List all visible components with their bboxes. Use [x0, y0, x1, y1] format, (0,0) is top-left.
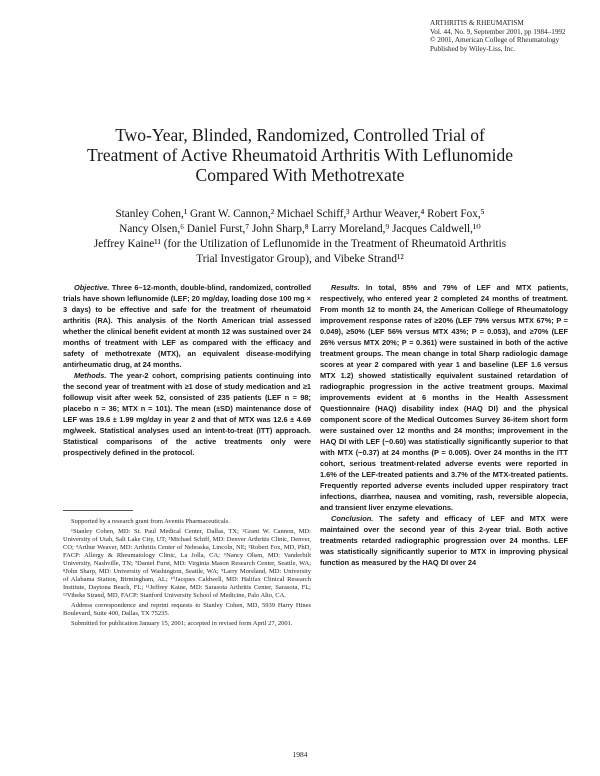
page-number: 1984 [292, 750, 308, 759]
author-line: Jeffrey Kaine¹¹ (for the Utilization of Leflunomide in the Treatment of Rheumatoid Arthritis [93, 238, 507, 250]
author-line: Trial Investigator Group), and Vibeke Strand¹² [196, 253, 404, 265]
journal-copyright: © 2001, American College of Rheumatology [430, 36, 560, 45]
abstract-right-column [320, 282, 568, 568]
footnote-affiliations: ¹Stanley Cohen, MD: St. Paul Medical Center, Dallas, TX; ²Grant W. Cannon, MD: University of Utah, Salt Lake City, UT; ³Michael Schiff, MD: Denver Arthritis Clinic, Denver, CO; ⁴Arthur Weaver, MD: Arthritis Center of Nebraska, Lincoln, NE; ⁵Robert Fox, MD, PhD, FACP: Allergy & Rheumatology Clinic, La Jolla, CA; ⁶Nancy Olsen, MD: Vanderbilt University, Nashville, TN; ⁷Daniel Furst, MD: Virginia Mason Research Center, Seattle, WA; ⁸John Sharp, MD: University of Washington, Seattle, WA; ⁹Larry Moreland, MD: University of Alabama Station, Birmingham, AL; ¹⁰Jacques Caldwell, MD: Halifax Clinical Research Institute, Daytona Beach, FL; ¹¹Jeffrey Kaine, MD: Sarasota Arthritis Center, Sarasota, FL; ¹²Vibeke Strand, MD, FACP: Stanford University School of Medicine, Palo Alto, CA. [63, 528, 311, 599]
conclusion-label: Conclusion. [331, 514, 374, 523]
footnote-correspondence: Address correspondence and reprint requests to Stanley Cohen, MD, 5939 Harry Hines Boulevard, Suite 400, Dallas, TX 75235. [63, 602, 311, 617]
title-line: Compared With Methotrexate [195, 165, 405, 185]
abstract-left-column [63, 282, 311, 458]
abstract-conclusion [320, 513, 568, 568]
conclusion-text: The safety and efficacy of LEF and MTX were maintained over the second year of this 2-year trial. Both active treatments retarded radiographic progression over 24 months. LEF was statistically significantly superior to MTX in improving physical function as measured by the HAQ DI over 24 [320, 514, 568, 567]
footnote-funding: Supported by a research grant from Aventis Pharmaceuticals. [71, 518, 230, 525]
journal-name: ARTHRITIS & RHEUMATISM [430, 19, 524, 27]
journal-publisher: Published by Wiley-Liss, Inc. [430, 44, 516, 53]
title-line: Two-Year, Blinded, Randomized, Controlled Trial of [115, 125, 485, 145]
results-label: Results. [331, 283, 360, 292]
title-line: Treatment of Active Rheumatoid Arthritis With Leflunomide [86, 145, 514, 165]
results-text: In total, 85% and 79% of LEF and MTX patients, respectively, who entered year 2 completed 24 months of treatment. From month 12 to month 24, the American College of Rheumatology improvement response rates of ≥20% (LEF 79% versus MTX 67%; P = 0.049), ≥50% (LEF 56% versus MTX 43%; P = 0.053), and ≥70% (LEF 26% versus MTX 20%; P = 0.361) were sustained in both of the active treatment groups. The mean change in total Sharp radiologic damage scores at year 2 compared with year 1 and baseline (LEF 1.6 versus MTX 1.2) showed statistically equivalent sustained retardation of radiographic progression in the active treatment groups. Maximal improvements evident at 6 months in the Health Assessment Questionnaire (HAQ) disability index (HAQ DI) and the physical component score of the Medical Outcomes Survey 36-item short form were sustained over 12 months and 24 months; improvement in the HAQ DI with LEF (−0.60) was statistically significantly superior to that with MTX (−0.37) at 24 months (P = 0.005). Over 24 months in the ITT cohort, serious treatment-related adverse events were reported in 1.6% of the LEF-treated patients and 3.7% of the MTX-treated patients. Frequently reported adverse events included upper respiratory tract infections, diarrhea, nausea and vomiting, rash, reversible alopecia, and transient liver enzyme elevations. [320, 283, 568, 512]
journal-volume-info: Vol. 44, No. 9, September 2001, pp 1984–1992 [430, 27, 566, 36]
footnote-submission: Submitted for publication January 15, 2001; accepted in revised form April 27, 2001. [71, 620, 293, 627]
objective-text: Three 6–12-month, double-blind, randomized, controlled trials have shown leflunomide (LEF; 20 mg/day, loading dose 100 mg × 3 days) to be effective and safe for the treatment of rheumatoid arthritis (RA). This analysis of the North American trial assessed whether the clinical benefit evident at month 12 was sustained over 24 months of treatment with LEF as compared with the efficacy and safety of methotrexate (MTX), an equivalent disease-modifying antirheumatic drug, at 24 months. [63, 283, 311, 369]
journal-header [430, 19, 595, 53]
footnote-divider [63, 510, 133, 511]
abstract-objective [63, 282, 311, 370]
author-line: Nancy Olsen,⁶ Daniel Furst,⁷ John Sharp,⁸ Larry Moreland,⁹ Jacques Caldwell,¹⁰ [119, 223, 481, 235]
objective-label: Objective. [74, 283, 110, 292]
methods-text: The year-2 cohort, comprising patients continuing into the second year of treatment with ≥1 dose of study medication and ≥1 followup visit after week 52, consisted of 235 patients (LEF n = 98; placebo n = 36; MTX n = 101). The mean (±SD) maintenance dose of LEF was 19.6 ± 1.99 mg/day in year 2 and that of MTX was 12.6 ± 4.69 mg/week. Statistical analyses used an intent-to-treat (ITT) approach. Statistical comparisons of the active treatments only were prospectively defined in the protocol. [63, 371, 311, 457]
author-list [30, 207, 570, 267]
abstract-methods [63, 370, 311, 458]
article-title [40, 125, 560, 185]
footnotes [63, 518, 311, 630]
abstract-results [320, 282, 568, 513]
author-line: Stanley Cohen,¹ Grant W. Cannon,² Michael Schiff,³ Arthur Weaver,⁴ Robert Fox,⁵ [115, 208, 485, 220]
methods-label: Methods. [74, 371, 107, 380]
